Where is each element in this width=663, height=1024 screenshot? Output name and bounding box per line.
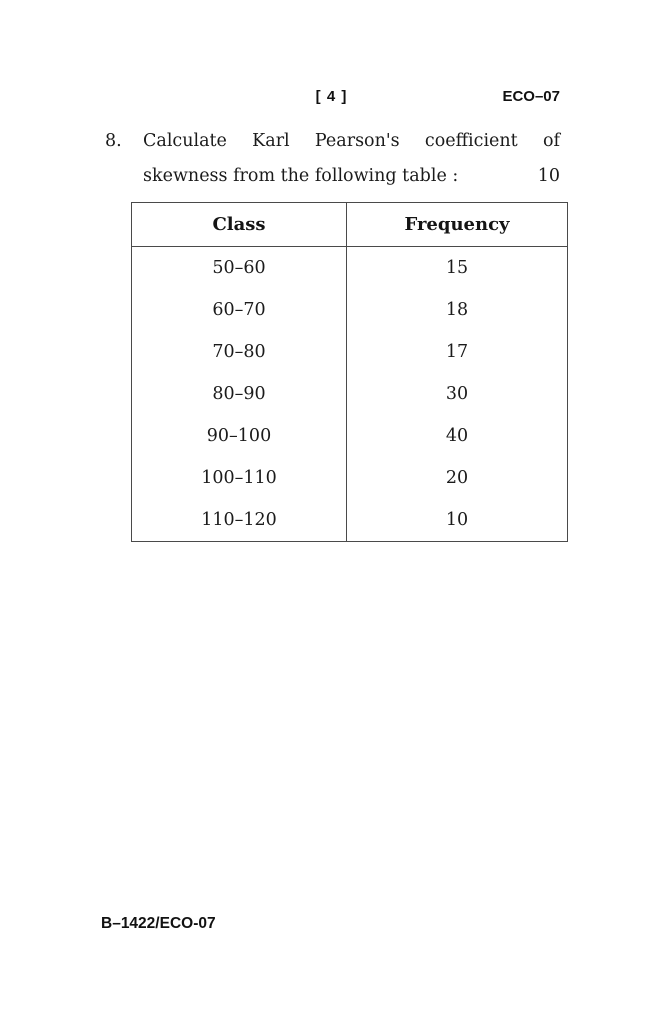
frequency-table <box>131 202 568 542</box>
frequency-cell: 17 <box>445 342 469 362</box>
question-number: 8. <box>105 131 122 151</box>
class-cell: 60–70 <box>132 289 347 331</box>
table-row <box>132 289 568 331</box>
column-header-frequency: Frequency <box>347 203 568 247</box>
page-number: [ 4 ] <box>315 88 348 105</box>
table-row <box>132 415 568 457</box>
class-cell: 80–90 <box>132 373 347 415</box>
table-row <box>132 457 568 499</box>
frequency-cell: 40 <box>445 426 469 446</box>
question-text-line2: skewness from the following table : <box>143 166 459 186</box>
column-header-class: Class <box>132 203 347 247</box>
class-cell: 70–80 <box>132 331 347 373</box>
class-cell: 100–110 <box>132 457 347 499</box>
table-row <box>132 331 568 373</box>
question-text-line2-row <box>143 166 560 187</box>
table-row <box>132 247 568 290</box>
table-row <box>132 373 568 415</box>
class-cell: 110–120 <box>132 499 347 542</box>
frequency-cell: 10 <box>445 510 469 530</box>
question-marks: 10 <box>537 166 560 186</box>
question-text-line1: Calculate Karl Pearson's coefficient of <box>143 131 560 151</box>
table-header-row <box>132 203 568 247</box>
frequency-cell: 30 <box>445 384 469 404</box>
frequency-cell: 20 <box>445 468 469 488</box>
table-row <box>132 499 568 542</box>
class-cell: 90–100 <box>132 415 347 457</box>
frequency-cell: 15 <box>445 258 469 278</box>
course-code: ECO–07 <box>502 88 560 105</box>
paper-booklet-code: B–1422/ECO-07 <box>101 915 216 932</box>
frequency-cell: 18 <box>445 300 469 320</box>
class-cell: 50–60 <box>132 247 347 290</box>
